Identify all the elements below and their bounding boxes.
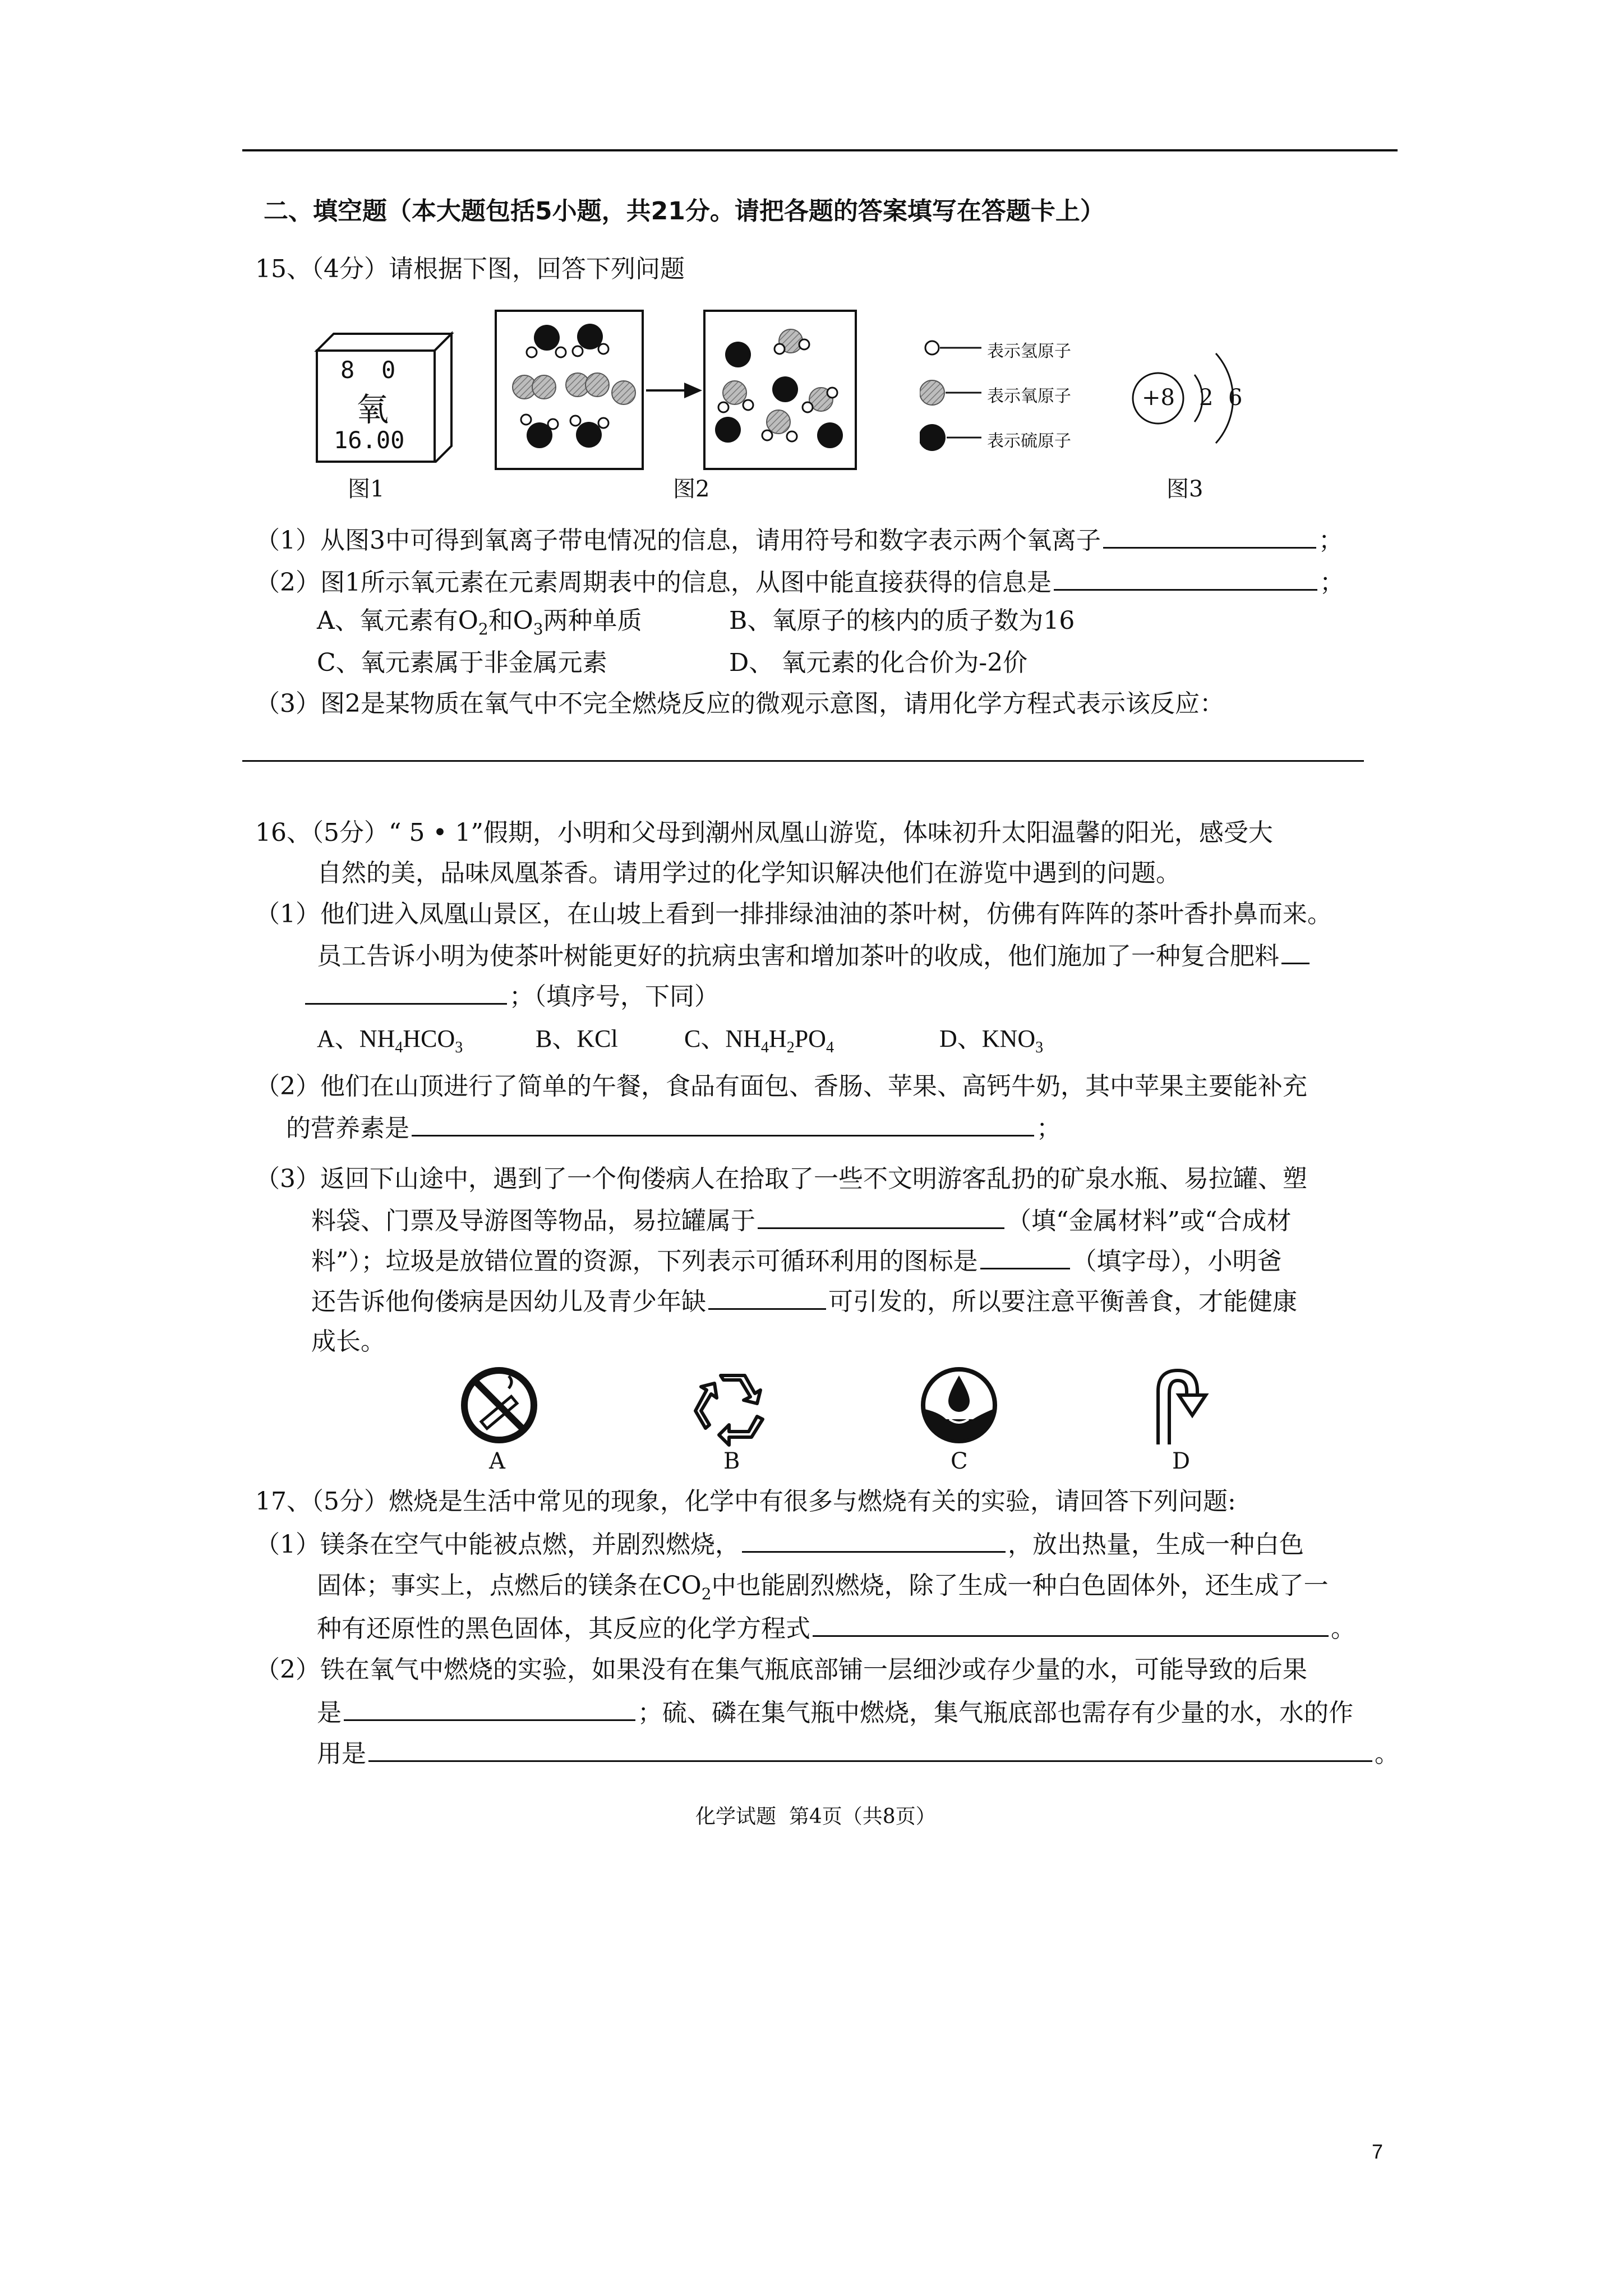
- q15-header: 15、（4分）请根据下图，回答下列问题: [255, 255, 685, 283]
- q17-part1-line2-text-a: 固体；事实上，点燃后的镁条在CO: [317, 1571, 702, 1600]
- legend-sulfur: 表示硫原子: [987, 431, 1071, 451]
- recycle-icon: [690, 1363, 774, 1447]
- q15-part1-end: ；: [1318, 526, 1343, 555]
- q17-part1-line1-text-a: （1）镁条在空气中能被点燃，并剧烈燃烧，: [255, 1530, 740, 1559]
- q16-part1-line2-text: 员工告诉小明为使茶叶树能更好的抗病虫害和增加茶叶的收成，他们施加了一种复合肥料: [317, 942, 1279, 970]
- q17-part1-line2-text-b: 中也能剧烈燃烧，除了生成一种白色固体外，还生成了一: [711, 1571, 1329, 1600]
- q17-part2-line3-text-b: 。: [1375, 1740, 1399, 1768]
- icon-label-a: A: [489, 1448, 505, 1474]
- ion-nucleus-charge: +8: [1142, 385, 1175, 411]
- q15-option-a-sub3: 3: [533, 619, 543, 638]
- q15-option-a-post: 两种单质: [543, 606, 642, 635]
- q16-option-c-text: C、NH: [684, 1025, 761, 1052]
- q16-option-c: [684, 1024, 834, 1063]
- q17-part1-line2-sub: 2: [701, 1584, 712, 1603]
- q16-part2-line1: （2）他们在山顶进行了简单的午餐，食品有面包、香肠、苹果、高钙牛奶，其中苹果主要能补充: [255, 1072, 1307, 1101]
- legend-oxygen: 表示氧原子: [987, 386, 1071, 406]
- q17-part1-blank-equation[interactable]: [813, 1613, 1329, 1637]
- q16-part2-blank[interactable]: [412, 1112, 1034, 1137]
- top-rule: [242, 149, 1398, 151]
- q16-option-d: [939, 1024, 1043, 1063]
- q17-part1-line3: [317, 1613, 1355, 1644]
- q16-option-b: B、KCl: [536, 1025, 618, 1052]
- page-number: 7: [1372, 2140, 1384, 2163]
- ion-shell-2: 6: [1228, 385, 1243, 411]
- element-mass: 16.00: [334, 426, 405, 454]
- figure-3-ion-structure: [1127, 331, 1262, 466]
- figure-2-reaction-diagram: [494, 309, 858, 471]
- q16-part1-line1: （1）他们进入凤凰山景区，在山坡上看到一排排绿油油的茶叶树，仿佛有阵阵的茶叶香扑鼻而来。: [255, 900, 1332, 928]
- q16-part3-line3-text-a: 料”）；垃圾是放错位置的资源，下列表示可循环利用的图标是: [311, 1247, 978, 1276]
- q16-part2-end: ；: [1036, 1114, 1061, 1143]
- q16-part1-blank-start: [1281, 940, 1310, 964]
- q16-line2: 自然的美，品味凤凰茶香。请用学过的化学知识解决他们在游览中遇到的问题。: [317, 859, 1181, 887]
- q15-option-c: C、氧元素属于非金属元素: [317, 648, 607, 677]
- q15-option-b: B、氧原子的核内的质子数为16: [729, 606, 1075, 635]
- no-smoking-icon: [457, 1363, 541, 1447]
- water-saving-icon: [917, 1363, 1001, 1447]
- q15-part2-text: （2）图1所示氧元素在元素周期表中的信息，从图中能直接获得的信息是: [255, 568, 1052, 597]
- q15-option-a-mid: 和O: [488, 606, 533, 635]
- q17-part2-line3-text-a: 用是: [317, 1740, 366, 1768]
- q15-part1-blank[interactable]: [1103, 524, 1316, 549]
- q16-part2-line2-text: 的营养素是: [286, 1114, 409, 1143]
- q16-part3-line4-text-a: 还告诉他佝偻病是因幼儿及青少年缺: [311, 1287, 706, 1316]
- q15-option-a-pre: A、氧元素有O: [317, 606, 478, 635]
- q16-part1-line3: [303, 981, 719, 1012]
- q17-part2-line3: [317, 1738, 1399, 1769]
- icon-label-c: C: [951, 1448, 968, 1474]
- q15-part1: [255, 524, 1343, 556]
- q16-part3-line2: [311, 1205, 1291, 1236]
- q17-part2-line2-text-b: ；硫、磷在集气瓶中燃烧，集气瓶底部也需存有少量的水，水的作: [638, 1699, 1353, 1727]
- q16-part1-line2: [317, 940, 1312, 972]
- q16-part3-blank-nutrient[interactable]: [708, 1286, 826, 1310]
- element-number: 8: [340, 356, 355, 384]
- q16-part3-line3: [311, 1245, 1282, 1277]
- q15-part2-blank[interactable]: [1054, 567, 1317, 591]
- q15-option-a: [317, 606, 642, 645]
- return-arrow-icon: [1144, 1360, 1217, 1450]
- q15-option-d: D、 氧元素的化合价为-2价: [729, 648, 1028, 677]
- figure-1-element-cell: [311, 328, 457, 463]
- q17-part2-blank-water-role[interactable]: [368, 1738, 1372, 1762]
- fig3-label: 图3: [1166, 476, 1204, 502]
- q16-option-a-sub: 4: [395, 1038, 403, 1056]
- q15-part2-end: ；: [1320, 568, 1344, 597]
- element-symbol: 氧: [356, 390, 389, 429]
- q17-part1-line1-text-b: ，放出热量，生成一种白色: [1008, 1530, 1304, 1559]
- q17-part2-line2-text-a: 是: [317, 1699, 342, 1727]
- q15-part3: （3）图2是某物质在氧气中不完全燃烧反应的微观示意图，请用化学方程式表示该反应：: [255, 689, 1224, 718]
- q17-part1-line3-text-b: 。: [1331, 1614, 1355, 1643]
- element-mark: 0: [381, 356, 396, 384]
- q16-part3-line1: （3）返回下山途中，遇到了一个佝偻病人在拾取了一些不文明游客乱扔的矿泉水瓶、易拉罐、塑: [255, 1165, 1307, 1193]
- q16-part3-blank-material[interactable]: [758, 1205, 1004, 1229]
- q16-part3-line4: [311, 1286, 1297, 1317]
- q16-option-c-sub3: 4: [826, 1038, 834, 1056]
- q16-option-d-sub: 3: [1035, 1038, 1044, 1056]
- q16-part3-line4-text-b: 可引发的，所以要注意平衡善食，才能健康: [828, 1287, 1297, 1316]
- q15-part2: [255, 567, 1344, 598]
- fig1-label: 图1: [348, 476, 385, 502]
- q16-option-c-mid: H: [768, 1025, 787, 1052]
- q16-option-c-sub: 4: [760, 1038, 769, 1056]
- q16-option-c-rest: PO: [794, 1025, 826, 1052]
- q15-option-a-sub2: 2: [478, 619, 488, 638]
- q17-part2-line2: [317, 1697, 1353, 1728]
- q16-option-a-rest: HCO: [403, 1025, 455, 1052]
- q16-option-a-text: A、NH: [317, 1025, 395, 1052]
- page-footer: 化学试题 第4页（共8页）: [695, 1805, 936, 1828]
- section-title: 二、填空题（本大题包括5小题，共21分。请把各题的答案填写在答题卡上）: [264, 197, 1105, 226]
- legend-hydrogen: 表示氢原子: [987, 342, 1071, 361]
- q17-part1-line1: [255, 1529, 1304, 1560]
- q16-part1-line3-text: ；（填序号，下同）: [509, 982, 719, 1011]
- q16-option-a-sub2: 3: [455, 1038, 463, 1056]
- q17-part2-line1: （2）铁在氧气中燃烧的实验，如果没有在集气瓶底部铺一层细沙或存少量的水，可能导致的后果: [255, 1655, 1307, 1684]
- q16-part3-line2-text-b: （填“金属材料”或“合成材: [1007, 1207, 1292, 1235]
- q15-part1-text: （1）从图3中可得到氧离子带电情况的信息，请用符号和数字表示两个氧离子: [255, 526, 1101, 555]
- q16-line1: 16、（5分）“ 5 • 1”假期，小明和父母到潮州凤凰山游览，体味初升太阳温馨的阳光，感受大: [255, 818, 1273, 847]
- q16-part3-line2-text-a: 料袋、门票及导游图等物品，易拉罐属于: [311, 1207, 755, 1235]
- q16-part2-line2: [286, 1112, 1061, 1144]
- q16-part1-blank[interactable]: [305, 981, 507, 1005]
- q17-part2-blank-consequence[interactable]: [344, 1697, 635, 1721]
- q17-part1-line2: [317, 1571, 1329, 1609]
- q17-part1-blank-phenomenon[interactable]: [742, 1529, 1006, 1553]
- legend: [920, 334, 1099, 457]
- q16-option-c-sub2: 2: [786, 1038, 795, 1056]
- q16-part3-line3-text-b: （填字母），小明爸: [1072, 1247, 1282, 1276]
- icon-label-b: B: [723, 1448, 740, 1474]
- q16-part3-blank-icon[interactable]: [980, 1245, 1070, 1269]
- ion-shell-1: 2: [1199, 385, 1214, 411]
- q16-option-d-text: D、KNO: [939, 1025, 1036, 1052]
- fig2-label: 图2: [673, 476, 710, 502]
- q16-part3-line5: 成长。: [311, 1327, 385, 1356]
- q16-option-a: [317, 1024, 463, 1063]
- q17-part1-line3-text-a: 种有还原性的黑色固体，其反应的化学方程式: [317, 1614, 810, 1643]
- q17-line1: 17、（5分）燃烧是生活中常见的现象，化学中有很多与燃烧有关的实验，请回答下列问题:: [255, 1487, 1236, 1516]
- icon-label-d: D: [1172, 1448, 1191, 1474]
- q15-part3-answer-line[interactable]: [242, 760, 1364, 762]
